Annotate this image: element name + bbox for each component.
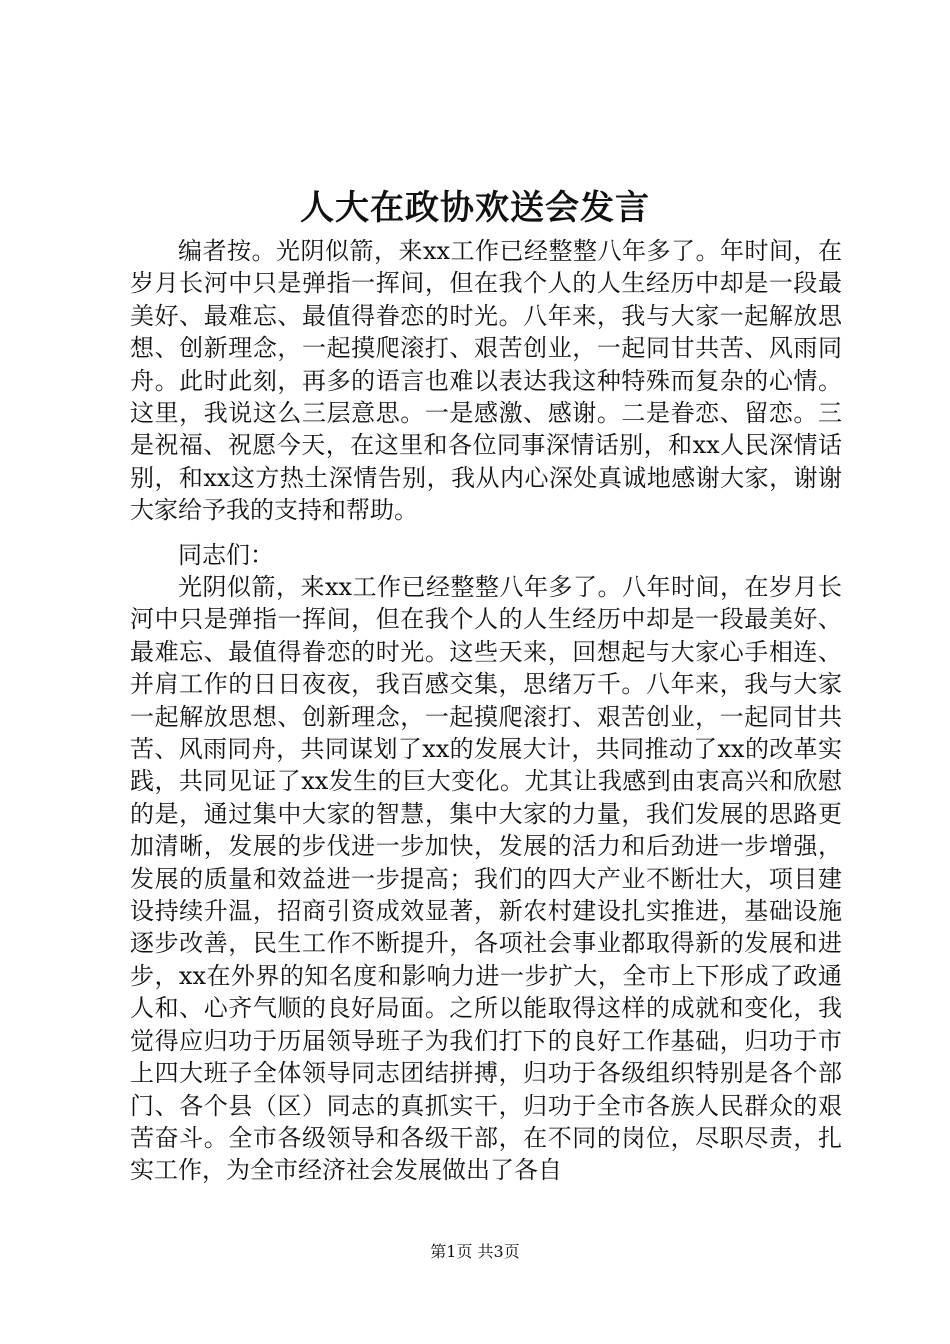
- document-title: 人大在政协欢送会发言: [300, 188, 650, 228]
- editor-note-paragraph: 编者按。光阴似箭，来xx工作已经整整八年多了。年时间，在岁月长河中只是弹指一挥间，但在我个人的人生经历中却是一段最美好、最难忘、最值得眷恋的时光。八年来，我与大家一起解放思想、创新理念，一起摸爬滚打、艰苦创业，一起同甘共苦、风雨同舟。此时此刻，再多的语言也难以表达我这种特殊而复杂的心情。这里，我说这么三层意思。一是感激、感谢。二是眷恋、留恋。三是祝福、祝愿今天，在这里和各位同事深情话别，和xx人民深情话别，和xx这方热土深情告别，我从内心深处真诚地感谢大家，谢谢大家给予我的支持和帮助。: [130, 237, 842, 525]
- salutation: 同志们：: [178, 541, 274, 569]
- page-footer: 第1页 共3页: [430, 1242, 520, 1261]
- body-paragraph: 光阴似箭，来xx工作已经整整八年多了。八年时间，在岁月长河中只是弹指一挥间，但在我个人的人生经历中却是一段最美好、最难忘、最值得眷恋的时光。这些天来，回想起与大家心手相连、并肩工作的日日夜夜，我百感交集，思绪万千。八年来，我与大家一起解放思想、创新理念，一起摸爬滚打、艰苦创业，一起同甘共苦、风雨同舟，共同谋划了xx的发展大计，共同推动了xx的改革实践，共同见证了xx发生的巨大变化。尤其让我感到由衷高兴和欣慰的是，通过集中大家的智慧，集中大家的力量，我们发展的思路更加清晰，发展的步伐进一步加快，发展的活力和后劲进一步增强，发展的质量和效益进一步提高；我们的四大产业不断壮大，项目建设持续升温，招商引资成效显著，新农村建设扎实推进，基础设施逐步改善，民生工作不断提升，各项社会事业都取得新的发展和进步，xx在外界的知名度和影响力进一步扩大，全市上下形成了政通人和、心齐气顺的良好局面。之所以能取得这样的成就和变化，我觉得应归功于历届领导班子为我们打下的良好工作基础，归功于市上四大班子全体领导同志团结拼搏，归功于各级组织特别是各个部门、各个县（区）同志的真抓实干，归功于全市各族人民群众的艰苦奋斗。全市各级领导和各级干部，在不同的岗位，尽职尽责，扎实工作，为全市经济社会发展做出了各自: [130, 573, 842, 1185]
